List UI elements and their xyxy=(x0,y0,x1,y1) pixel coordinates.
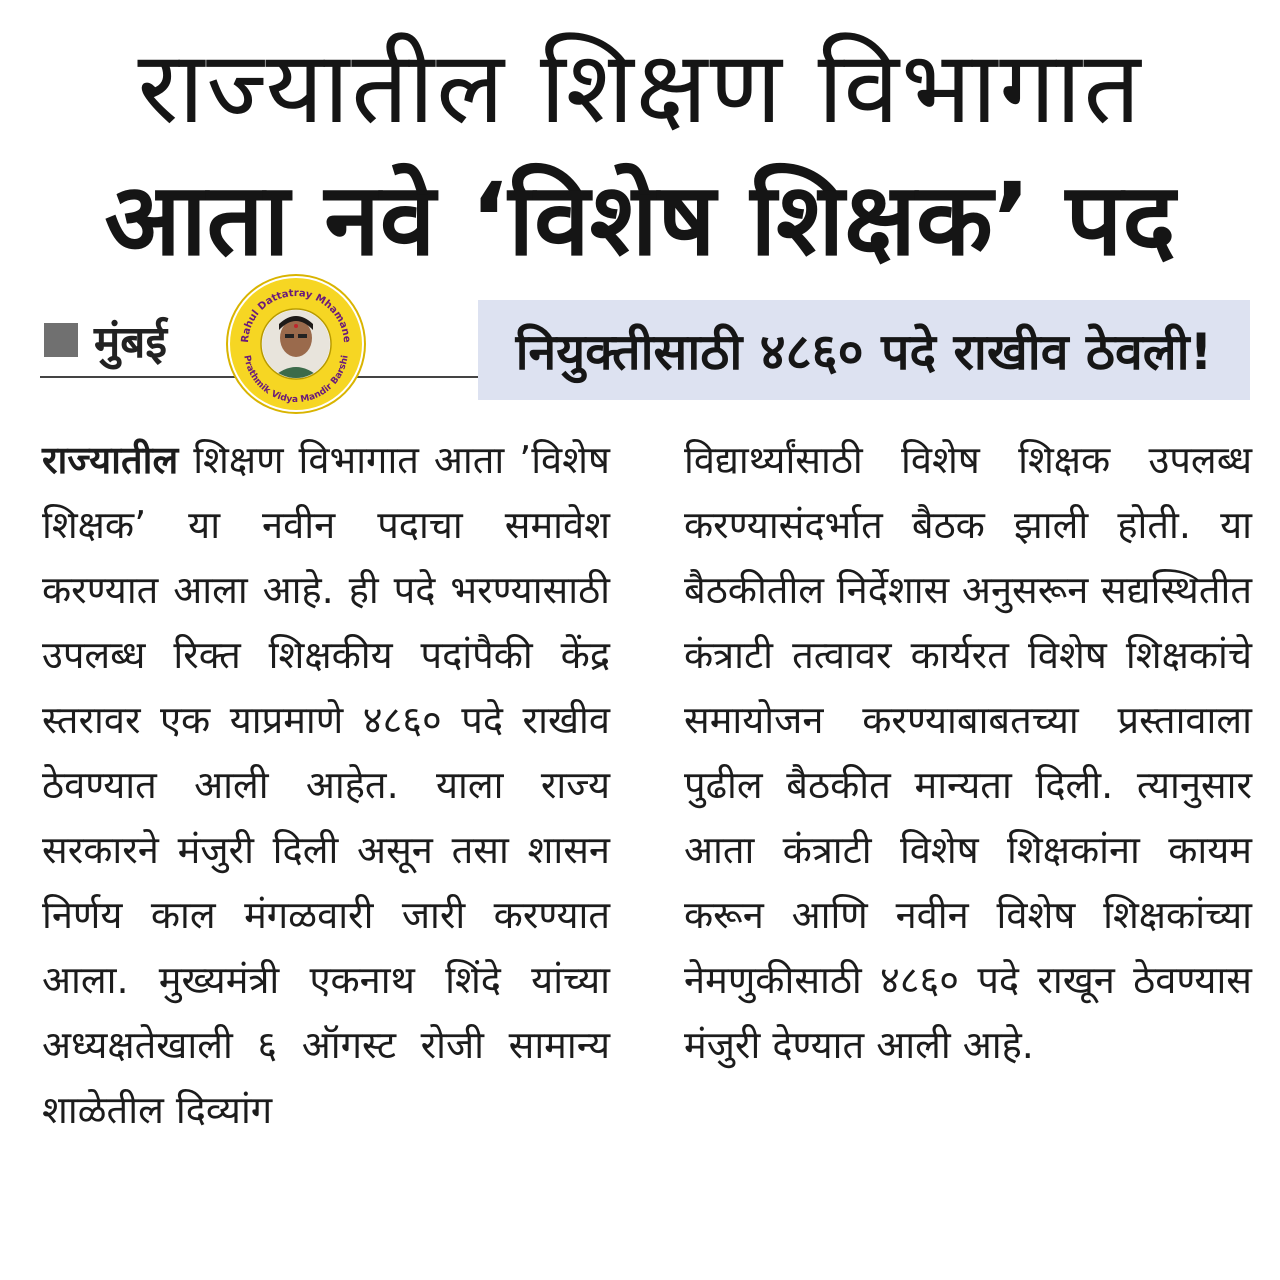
headline-line-1: राज्यातील शिक्षण विभागात xyxy=(137,29,1143,146)
headline-line-2: आता नवे ‘विशेष शिक्षक’ पद xyxy=(104,161,1176,278)
article-left-text: शिक्षण विभागात आता ’विशेष शिक्षक’ या नवीन पदाचा समावेश करण्यात आला आहे. ही पदे भरण्यासाठी उपलब्ध रिक्त शिक्षकीय पदांपैकी केंद्र स्तरावर एक याप्रमाणे ४८६० पदे राखीव ठेवण्यात आली आहेत. याला राज्य सरकारने मंजुरी दिली असून तसा शासन निर्णय काल मंगळवारी जारी करण्यात आला. मुख्यमंत्री एकनाथ शिंदे यांच्या अध्यक्षतेखाली ६ ऑगस्ट रोजी सामान्य शाळेतील दिव्यांग xyxy=(42,438,610,1132)
dateline-square-icon xyxy=(44,323,78,357)
author-badge xyxy=(230,278,362,410)
dateline-city: मुंबई xyxy=(94,317,168,368)
subheadline-box xyxy=(478,300,1250,400)
article-column-right xyxy=(684,428,1252,1078)
article-column-left xyxy=(42,428,610,1143)
badge-name: Rahul Dattatray Mhamane xyxy=(239,287,353,344)
article-lead-word: राज्यातील xyxy=(42,438,179,482)
portrait-photo-icon xyxy=(230,278,362,410)
dateline xyxy=(44,300,167,380)
subheadline: नियुक्तीसाठी ४८६० पदे राखीव ठेवली! xyxy=(515,323,1213,381)
article-right-text: विद्यार्थ्यांसाठी विशेष शिक्षक उपलब्ध करण्यासंदर्भात बैठक झाली होती. या बैठकीतील निर्देशास अनुसरून सद्यस्थितीत कंत्राटी तत्वावर कार्यरत विशेष शिक्षकांचे समायोजन करण्याबाबतच्या प्रस्तावाला पुढील बैठकीत मान्यता दिली. त्यानुसार आता कंत्राटी विशेष शिक्षकांना कायम करून आणि नवीन विशेष शिक्षकांच्या नेमणुकीसाठी ४८६० पदे राखून ठेवण्यास मंजुरी देण्यात आली आहे. xyxy=(684,438,1252,1067)
badge-school: Prathmik Vidya Mandir Barshi xyxy=(241,354,351,406)
